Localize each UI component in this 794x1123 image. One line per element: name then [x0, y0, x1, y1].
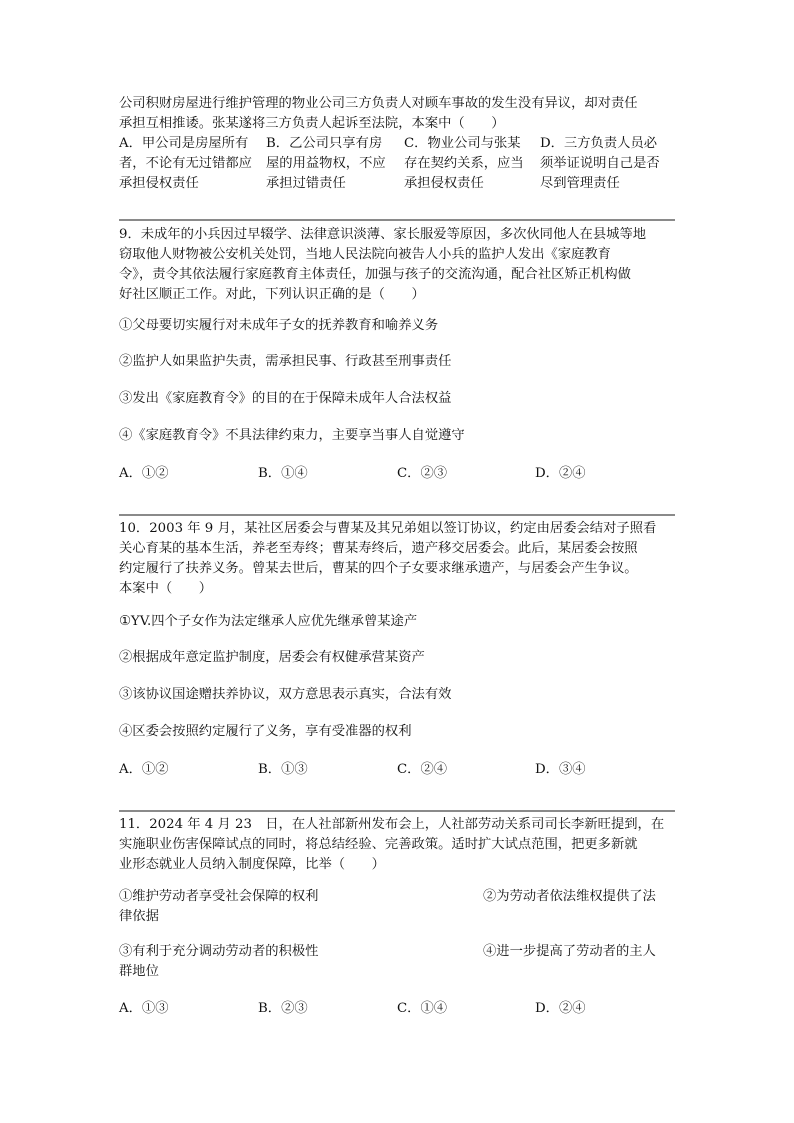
- q11-statement-2: ②为劳动者依法维权提供了法: [483, 889, 656, 904]
- q10-statement-1: ①YV.四个子女作为法定继承人应优先继承曾某途产: [119, 614, 418, 629]
- q8-stem: [119, 94, 675, 134]
- q8-stem-line: 公司积财房屋进行维护管理的物业公司三方负责人对顾车事故的发生没有异议，却对责任: [119, 96, 638, 111]
- q11-option-c[interactable]: C．①④: [397, 1001, 448, 1016]
- q9-statement-3: ③发出《家庭教育令》的目的在于保障未成年人合法权益: [119, 391, 452, 406]
- q11-option-a[interactable]: A．①③: [119, 1001, 169, 1016]
- q8-option-b[interactable]: B．乙公司只享有房 屋的用益物权，不应 承担过错责任: [266, 136, 386, 191]
- q9-stem: [119, 225, 675, 305]
- q9-stem-line: 令》，责令其依法履行家庭教育主体责任，加强与孩子的交流沟通，配合社区矫正机构做: [119, 267, 631, 282]
- q10-stem-line: 约定履行了扶养义务。曾某去世后，曹某的四个子女要求继承遗产，与居委会产生争议。: [119, 561, 638, 576]
- q10-stem-line: 10．2003 年 9 月，某社区居委会与曹某及其兄弟姐以签订协议，约定由居委会结对子照看: [119, 521, 657, 536]
- q9-statement-2: ②监护人如果监护失责，需承担民事、行政甚至刑事责任: [119, 354, 452, 369]
- divider: [119, 219, 675, 221]
- q11-stem-line: 业形态就业人员纳入制度保障，比举（ ）: [119, 857, 385, 872]
- q11-stem-line: 11．2024 年 4 月 23 日，在人社部新州发布会上，人社部劳动关系司司长李新旺提到，在: [119, 817, 665, 832]
- q8-option-c[interactable]: C．物业公司与张某 存在契约关系，应当 承担侵权责任: [404, 136, 524, 191]
- divider: [119, 810, 675, 812]
- q10-option-d[interactable]: D．③④: [535, 762, 586, 777]
- q11-statement-4-wrap: 群地位: [119, 964, 159, 979]
- q10-statement-2: ②根据成年意定监护制度，居委会有权健承营某资产: [119, 650, 425, 665]
- q10-stem-line: 关心育某的基本生活，养老至寿终；曹某寿终后，遗产移交居委会。此后，某居委会按照: [119, 541, 638, 556]
- q9-stem-line: 9．未成年的小兵因过早辍学、法律意识淡薄、家长服爱等原因，多次伙同他人在县城等地: [119, 227, 647, 242]
- q9-option-d[interactable]: D．②④: [535, 466, 586, 481]
- q8-option-a[interactable]: A．甲公司是房屋所有 者，不论有无过错都应 承担侵权责任: [119, 136, 252, 191]
- q11-statement-4: ④进一步提高了劳动者的主人: [483, 944, 656, 959]
- divider: [119, 514, 675, 516]
- q9-stem-line: 窃取他人财物被公安机关处罚，当地人民法院向被告人小兵的监护人发出《家庭教育: [119, 247, 611, 262]
- q11-statement-3: ③有利于充分调动劳动者的积极性: [119, 944, 319, 959]
- q9-statement-1: ①父母要切实履行对未成年子女的抚养教育和喻养义务: [119, 318, 439, 333]
- q11-statement-2-wrap: 律依据: [119, 909, 159, 924]
- q9-option-a[interactable]: A．①②: [119, 466, 169, 481]
- q11-statement-1: ①维护劳动者享受社会保障的权利: [119, 889, 319, 904]
- q11-stem-line: 实施职业伤害保障试点的同时，将总结经验、完善政策。适时扩大试点范围，把更多新就: [119, 837, 638, 852]
- q10-statement-3: ③该协议国途赠扶养协议，双方意思表示真实，合法有效: [119, 687, 452, 702]
- q9-option-b[interactable]: B．①④: [258, 466, 308, 481]
- q10-statement-4: ④区委会按照约定履行了义务，享有受准器的权利: [119, 724, 412, 739]
- q11-option-d[interactable]: D．②④: [535, 1001, 586, 1016]
- q10-option-a[interactable]: A．①②: [119, 762, 169, 777]
- q10-option-b[interactable]: B．①③: [258, 762, 308, 777]
- q9-stem-line: 好社区顺正工作。对此，下列认识正确的是（ ）: [119, 287, 425, 302]
- q11-stem: [119, 815, 675, 875]
- q10-stem: [119, 519, 675, 599]
- q10-stem-line: 本案中（ ）: [119, 581, 213, 596]
- q9-statement-4: ④《家庭教育令》不具法律约束力，主要享当事人自觉遵守: [119, 428, 465, 443]
- q9-option-c[interactable]: C．②③: [397, 466, 448, 481]
- q10-option-c[interactable]: C．②④: [397, 762, 448, 777]
- q8-option-d[interactable]: D．三方负责人员必 须举证说明自己是否 尽到管理责任: [540, 136, 660, 191]
- q11-option-b[interactable]: B．②③: [258, 1001, 308, 1016]
- q8-stem-line: 承担互相推诿。张某遂将三方负责人起诉至法院，本案中（ ）: [119, 116, 505, 131]
